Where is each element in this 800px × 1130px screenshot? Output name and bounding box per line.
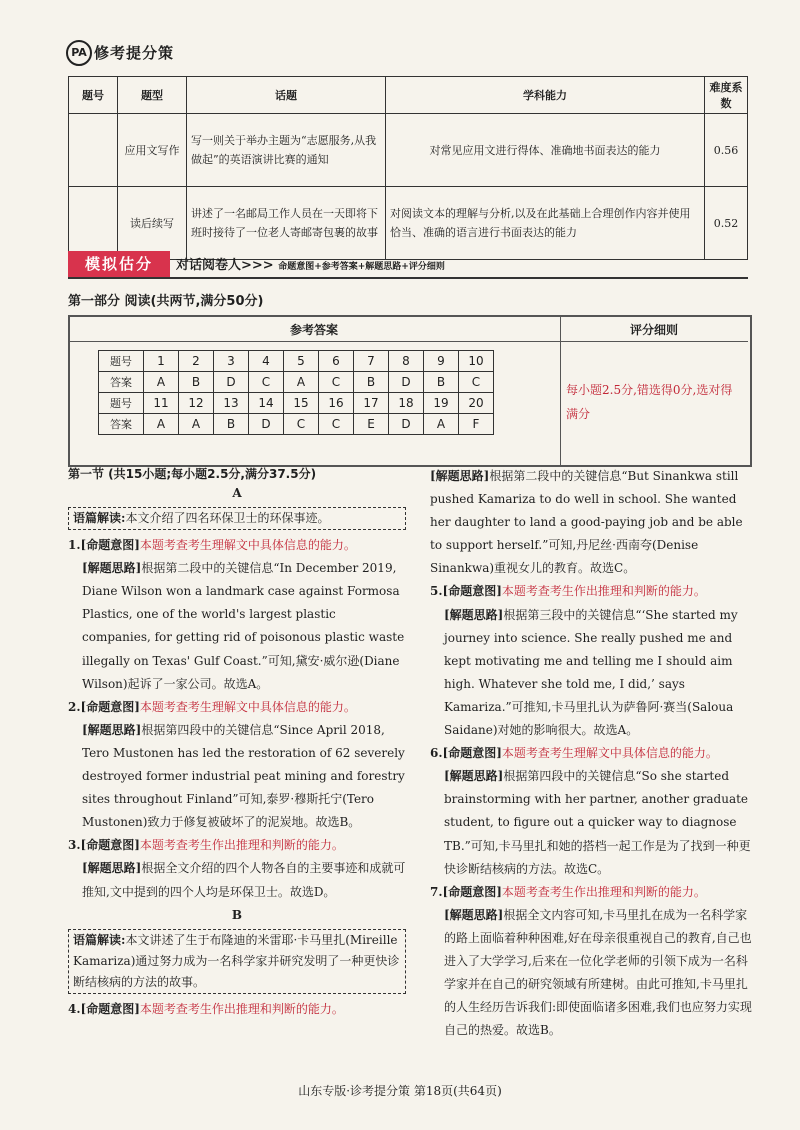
col-header: 题型 — [118, 77, 187, 114]
summary-text: 本文讲述了生于布隆迪的米雷耶·卡马里扎(Mireille Kamariza)通过努力成为一名科学家并研究发明了一种更快诊断结核病的方法的故事。 — [73, 932, 400, 989]
answer-letter: F — [459, 414, 494, 435]
summary-label: 语篇解读: — [73, 932, 126, 947]
intent-text: 本题考查考生作出推理和判断的能力。 — [139, 838, 344, 853]
think-text: 根据全文内容可知,卡马里扎在成为一名科学家的路上面临着种种困难,好在母亲很重视自己的教育,自己也进入了大学学习,后来在一位化学老师的引领下成为一名科学家并在自己的研究领域有所建树。由此可推知,卡马里扎的人生经历告诉我们:即使面临诸多困难,我们也应努力实现自己的热爱。故选B。 — [444, 907, 752, 1038]
passage-label-b: B — [231, 907, 243, 922]
q7-think — [430, 904, 752, 1043]
q6-intent — [430, 742, 752, 765]
section-title: 第一节 (共15小题;每小题2.5分,满分37.5分) — [68, 467, 317, 481]
intent-tag: [命题意图] — [442, 884, 502, 899]
q5-intent — [430, 580, 752, 603]
question-number: 12 — [179, 393, 214, 414]
q-number: 6. — [430, 746, 443, 761]
q-number: 5. — [430, 584, 443, 599]
cell-topic: 讲述了一名邮局工作人员在一天即将下班时接待了一位老人寄邮寄包裹的故事 — [187, 187, 386, 260]
q4-think — [430, 465, 752, 580]
intent-text: 本题考查考生作出推理和判断的能力。 — [501, 884, 706, 899]
q-number: 3. — [68, 838, 81, 853]
q5-think — [430, 604, 752, 743]
question-number: 17 — [354, 393, 389, 414]
summary-text: 本文介绍了四名环保卫士的环保事迹。 — [125, 511, 330, 526]
answer-letter: A — [144, 414, 179, 435]
cell-ability: 对阅读文本的理解与分析,以及在此基础上合理创作内容并使用恰当、准确的语言进行书面表达的能力 — [386, 187, 705, 260]
q1-think — [68, 557, 406, 696]
answer-letter: A — [179, 414, 214, 435]
answer-letter: D — [249, 414, 284, 435]
question-number: 19 — [424, 393, 459, 414]
intent-tag: [命题意图] — [442, 584, 502, 599]
section-banner-label: 模拟估分 — [68, 251, 170, 277]
answer-letter: A — [284, 372, 319, 393]
answer-letter: C — [249, 372, 284, 393]
passage-label-a: A — [232, 486, 242, 500]
answer-letter: A — [424, 414, 459, 435]
table-row — [69, 114, 748, 187]
intent-text: 本题考查考生理解文中具体信息的能力。 — [139, 699, 356, 714]
question-number: 13 — [214, 393, 249, 414]
cell-difficulty: 0.56 — [705, 114, 748, 187]
intent-text: 本题考查考生理解文中具体信息的能力。 — [501, 746, 718, 761]
score-rule-text: 每小题2.5分,错选得0分,选对得满分 — [566, 383, 733, 421]
think-tag: [解题思路] — [444, 907, 504, 922]
intent-tag: [命题意图] — [80, 1001, 140, 1016]
answer-row-q2 — [99, 393, 494, 414]
intent-text: 本题考查考生理解文中具体信息的能力。 — [139, 538, 356, 553]
think-text: 根据第三段中的关键信息“‘She started my journey into science. She really pushed me and kept motivating me and telling me I should aim high. Whatever she told me, I did,’ says Kamariza.”可推知,卡马里扎认为萨鲁阿·赛当(Saloua Saidane)对她的影响很大。故选A。 — [444, 607, 738, 738]
answer-row-a2 — [99, 414, 494, 435]
answer-letter: E — [354, 414, 389, 435]
intent-tag: [命题意图] — [80, 838, 140, 853]
cell-no — [69, 114, 118, 187]
row-label: 题号 — [99, 351, 144, 372]
question-number: 3 — [214, 351, 249, 372]
q-number: 2. — [68, 699, 81, 714]
question-number: 14 — [249, 393, 284, 414]
question-number: 2 — [179, 351, 214, 372]
think-text: 根据全文介绍的四个人物各自的主要事迹和成就可推知,文中提到的四个人均是环保卫士。故选D。 — [82, 861, 406, 899]
question-number: 18 — [389, 393, 424, 414]
q-number: 4. — [68, 1001, 81, 1016]
intent-tag: [命题意图] — [80, 699, 140, 714]
summary-box-a — [68, 507, 406, 530]
intent-text: 本题考查考生作出推理和判断的能力。 — [501, 584, 706, 599]
question-number: 11 — [144, 393, 179, 414]
think-tag: [解题思路] — [82, 861, 142, 876]
think-tag: [解题思路] — [430, 469, 490, 483]
think-text: 根据第二段中的关键信息“But Sinankwa still pushed Kamariza to do well in school. She wanted her daughter to land a good-paying job and be able to support herself.”可知,丹尼丝·西南夸(Denise Sinankwa)重视女儿的教育。故选C。 — [430, 469, 743, 576]
banner-subtitle: 命题意图+参考答案+解题思路+评分细则 — [278, 262, 445, 272]
answer-letter: B — [354, 372, 389, 393]
part-title: 第一部分 阅读(共两节,满分50分) — [68, 294, 264, 309]
page-footer: 山东专版·诊考提分策 第18页(共64页) — [298, 1084, 502, 1098]
question-number: 16 — [319, 393, 354, 414]
brand-logo: PA — [66, 40, 92, 66]
answer-row-a1 — [99, 372, 494, 393]
right-column — [430, 465, 752, 1042]
question-number: 15 — [284, 393, 319, 414]
question-number: 20 — [459, 393, 494, 414]
answer-row-q1 — [99, 351, 494, 372]
cell-ability: 对常见应用文进行得体、准确地书面表达的能力 — [386, 114, 705, 187]
cell-no — [69, 187, 118, 260]
q6-think — [430, 765, 752, 880]
q2-intent — [68, 696, 406, 719]
reference-answer-heading: 参考答案 — [289, 323, 338, 337]
q3-intent — [68, 834, 406, 857]
answer-letter: B — [214, 414, 249, 435]
cell-difficulty: 0.52 — [705, 187, 748, 260]
col-header: 话题 — [187, 77, 386, 114]
q4-intent — [68, 998, 406, 1021]
row-label: 答案 — [99, 414, 144, 435]
answer-grid — [98, 350, 494, 435]
row-label: 题号 — [99, 393, 144, 414]
summary-label: 语篇解读: — [73, 511, 126, 526]
q-number: 7. — [430, 884, 443, 899]
ability-table-header — [69, 77, 748, 114]
row-label: 答案 — [99, 372, 144, 393]
answer-letter: D — [389, 414, 424, 435]
brand-title: 修考提分策 — [94, 44, 175, 62]
think-text: 根据第四段中的关键信息“Since April 2018, Tero Mustonen has led the restoration of 62 severely destroyed former industrial peat mining and forestry sites throughout Finland”可知,泰罗·穆斯托宁(Tero Mustonen)致力于修复被破坏了的泥炭地。故选B。 — [82, 722, 405, 830]
think-text: 根据第四段中的关键信息“So she started brainstorming with her partner, another graduate student, to figure out a quicker way to diagnose TB.”可知,卡马里扎和她的搭档一起工作是为了找到一种更快诊断结核病的方法。故选C。 — [444, 769, 751, 876]
question-number: 4 — [249, 351, 284, 372]
cell-topic: 写一则关于举办主题为“志愿服务,从我做起”的英语演讲比赛的通知 — [187, 114, 386, 187]
answer-letter: B — [424, 372, 459, 393]
cell-type: 读后续写 — [118, 187, 187, 260]
question-number: 1 — [144, 351, 179, 372]
intent-tag: [命题意图] — [80, 538, 140, 553]
think-tag: [解题思路] — [444, 607, 504, 622]
think-text: 根据第二段中的关键信息“In December 2019, Diane Wilson won a landmark case against Formosa Plastics, one of the world's largest plastic companies, for getting rid of poisonous plastic waste illegally on Texas' Gulf Coast.”可知,黛安·威尔逊(Diane Wilson)起诉了一家公司。故选A。 — [82, 561, 405, 691]
banner-title-text: 对话阅卷人>>> — [176, 258, 274, 273]
score-rule-heading: 评分细则 — [629, 323, 678, 337]
q1-intent — [68, 534, 406, 557]
think-tag: [解题思路] — [82, 561, 142, 576]
question-number: 9 — [424, 351, 459, 372]
cell-type: 应用文写作 — [118, 114, 187, 187]
banner-divider — [68, 277, 748, 279]
question-number: 5 — [284, 351, 319, 372]
answer-letter: C — [319, 372, 354, 393]
col-header: 难度系数 — [705, 77, 748, 114]
table-row — [69, 187, 748, 260]
section-banner-title — [176, 254, 445, 273]
answer-letter: B — [179, 372, 214, 393]
answer-letter: A — [144, 372, 179, 393]
answer-letter: C — [284, 414, 319, 435]
col-header: 题号 — [69, 77, 118, 114]
think-tag: [解题思路] — [444, 769, 504, 784]
q3-think — [68, 857, 406, 903]
answer-letter: D — [214, 372, 249, 393]
intent-tag: [命题意图] — [442, 746, 502, 761]
question-number: 6 — [319, 351, 354, 372]
answer-letter: C — [319, 414, 354, 435]
col-header: 学科能力 — [386, 77, 705, 114]
think-tag: [解题思路] — [82, 722, 142, 737]
ability-table — [68, 76, 748, 260]
question-number: 7 — [354, 351, 389, 372]
q2-think — [68, 719, 406, 834]
q7-intent — [430, 881, 752, 904]
left-column — [68, 465, 406, 1021]
answer-letter: D — [389, 372, 424, 393]
q-number: 1. — [68, 538, 81, 553]
summary-box-b — [68, 929, 406, 994]
intent-text: 本题考查考生作出推理和判断的能力。 — [139, 1001, 344, 1016]
answer-letter: C — [459, 372, 494, 393]
question-number: 10 — [459, 351, 494, 372]
question-number: 8 — [389, 351, 424, 372]
